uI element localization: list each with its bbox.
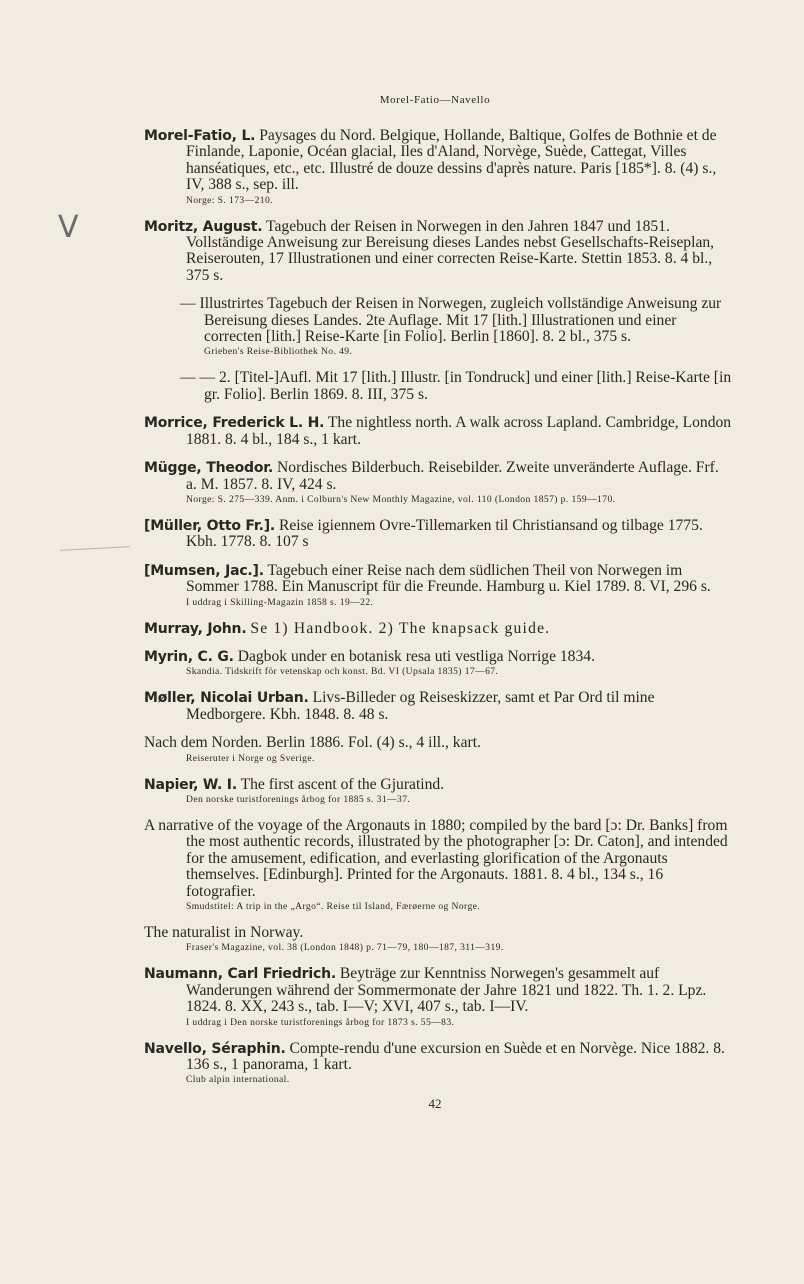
- entry-napier: [144, 777, 732, 806]
- entry-author: [Mumsen, Jac.].: [144, 562, 264, 579]
- entry-note: Club alpin international.: [186, 1074, 290, 1086]
- entry-naturalist: [0, 925, 732, 954]
- entry-note: Skandia. Tidskrift för vetenskap och konst. Bd. VI (Upsala 1835) 17—67.: [186, 666, 499, 678]
- entry-myrin: [144, 649, 732, 678]
- entry-note: Smudstitel: A trip in the „Argo“. Reise til Island, Færøerne og Norge.: [186, 901, 481, 912]
- entry-text: A narrative of the voyage of the Argonauts in 1880; compiled by the bard [ɔ: Dr. Banks] from the most authentic records, illustrated by the photographer [ɔ: Dr. Caton], and intended for the amusement, edification, and everlasting glorification of the Argonauts themselves. [Edinburgh]. Printed for the Argonauts. 1881. 8. 4 bl., 134 s., 16 fotografier.: [144, 816, 728, 900]
- entry-morel-fatio: [144, 128, 732, 207]
- bibliography-list: [144, 128, 732, 1098]
- entry-naumann: [144, 966, 732, 1028]
- entry-author: Morrice, Frederick L. H.: [144, 415, 325, 432]
- entry-note: Den norske turistforenings årbog for 1885 s. 31—37.: [186, 793, 411, 805]
- entry-author: Navello, Séraphin.: [144, 1040, 286, 1057]
- entry-author: Moritz, August.: [144, 218, 263, 235]
- entry-moritz-2: [162, 296, 732, 358]
- entry-author: Møller, Nicolai Urban.: [144, 690, 309, 707]
- entry-moller: [144, 690, 732, 723]
- entry-text: Beyträge zur Kenntniss Norwegen's gesammelt auf Wanderungen während der Sommermonate der Jahre 1821 und 1822. Th. 1. 2. Lpz. 1824. 8. XX, 243 s., tab. I—V; XVI, 407 s., tab. I—IV.: [186, 965, 707, 1016]
- entry-mumsen: [144, 563, 732, 609]
- pencil-line: [60, 546, 130, 551]
- entry-note: Norge: S. 173—210.: [186, 194, 273, 206]
- entry-narrative: [0, 818, 732, 913]
- entry-author: Murray, John.: [144, 620, 247, 637]
- entry-author: Morel-Fatio, L.: [144, 128, 256, 144]
- entry-text: Compte-rendu d'une excursion en Suède et en Norvège. Nice 1882. 8. 136 s., 1 panorama, 1 kart.: [186, 1039, 725, 1074]
- entry-moritz-3: [162, 370, 732, 403]
- entry-murray: [144, 621, 732, 637]
- entry-text: Illustrirtes Tagebuch der Reisen in Norwegen, zugleich vollständige Anweisung zur Bereisung dieses Landes. 2te Auflage. Mit 17 [lith.] Illustrationen und einer correcten [lith.] Reise-Karte [in Folio]. Berlin [1860]. 8. 2 bl., 375 s.: [199, 295, 722, 346]
- entry-note: Fraser's Magazine, vol. 38 (London 1848) p. 71—79, 180—187, 311—319.: [186, 942, 504, 954]
- entry-text: Tagebuch einer Reise nach dem südlichen Theil von Norwegen im Sommer 1788. Ein Manuscript für die Freunde. Hamburg u. Kiel 1789. 8. VI, 296 s.: [186, 561, 711, 596]
- entry-text: Reise igiennem Ovre-Tillemarken til Christiansand og tilbage 1775. Kbh. 1778. 8. 107 s: [186, 516, 703, 551]
- entry-text: The naturalist in Norway.: [144, 924, 304, 941]
- entry-note: Grieben's Reise-Bibliothek No. 49.: [204, 346, 353, 358]
- entry-navello: [144, 1041, 732, 1087]
- entry-moritz: [144, 219, 732, 285]
- entry-author: Myrin, C. G.: [144, 648, 234, 665]
- entry-morrice: [144, 415, 732, 448]
- entry-author: Mügge, Theodor.: [144, 460, 274, 477]
- entry-text: Se 1) Handbook. 2) The knapsack guide.: [250, 619, 551, 637]
- entry-author: Naumann, Carl Friedrich.: [144, 966, 336, 983]
- entry-text: Paysages du Nord. Belgique, Hollande, Baltique, Golfes de Bothnie et de Finlande, Laponie, Océan glacial, Iles d'Aland, Norvège, Suède, Cattegat, Villes hanséatiques, etc., etc. Illustré de douze dessins d'après nature. Paris [185*]. 8. (4) s., IV, 388 s., sep. ill.: [186, 127, 717, 194]
- entry-note: I uddrag i Den norske turistforenings årbog for 1873 s. 55—83.: [186, 1016, 455, 1028]
- entry-text: Nordisches Bilderbuch. Reisebilder. Zweite unveränderte Auflage. Frf. a. M. 1857. 8. IV, 424 s.: [186, 459, 719, 493]
- entry-note: Reiseruter i Norge og Sverige.: [186, 752, 315, 764]
- entry-muller: [144, 518, 732, 551]
- page-number: 42: [428, 1096, 442, 1111]
- entry-text: 2. [Titel-]Aufl. Mit 17 [lith.] Illustr. [in Tondruck] und einer [lith.] Reise-Karte [in gr. Folio]. Berlin 1869. 8. III, 375 s.: [204, 369, 732, 403]
- entry-text: Livs-Billeder og Reiseskizzer, samt et Par Ord til mine Medborgere. Kbh. 1848. 8. 48 s.: [186, 689, 655, 723]
- entry-dash: — —: [180, 369, 216, 387]
- entry-note: Norge: S. 275—339. Anm. i Colburn's New Monthly Magazine, vol. 110 (London 1857) p. 159—170.: [186, 493, 616, 505]
- entry-nach-dem-norden: [144, 735, 732, 764]
- entry-note: I uddrag i Skilling-Magazin 1858 s. 19—22.: [186, 596, 374, 608]
- entry-text: Nach dem Norden. Berlin 1886. Fol. (4) s., 4 ill., kart.: [144, 734, 481, 752]
- entry-author: Napier, W. I.: [144, 776, 237, 793]
- entry-text: Tagebuch der Reisen in Norwegen in den Jahren 1847 und 1851. Vollständige Anweisung zur Bereisung dieses Landes nebst Gesellschafts-Reiseplan, Reiserouten, 17 Illustrationen und einer correcten Reise-Karte. Stettin 1853. 8. 4 bl., 375 s.: [186, 217, 715, 284]
- entry-text: The first ascent of the Gjuratind.: [240, 775, 445, 793]
- entry-text: Dagbok under en botanisk resa uti vestliga Norrige 1834.: [237, 647, 595, 665]
- entry-dash: —: [180, 295, 196, 313]
- entry-text: The nightless north. A walk across Lapland. Cambridge, London 1881. 8. 4 bl., 184 s., 1 kart.: [186, 414, 732, 448]
- pencil-margin-mark: V: [58, 210, 79, 245]
- entry-author: [Müller, Otto Fr.].: [144, 517, 276, 534]
- running-head: Morel-Fatio—Navello: [379, 94, 491, 106]
- entry-mugge: [144, 460, 732, 506]
